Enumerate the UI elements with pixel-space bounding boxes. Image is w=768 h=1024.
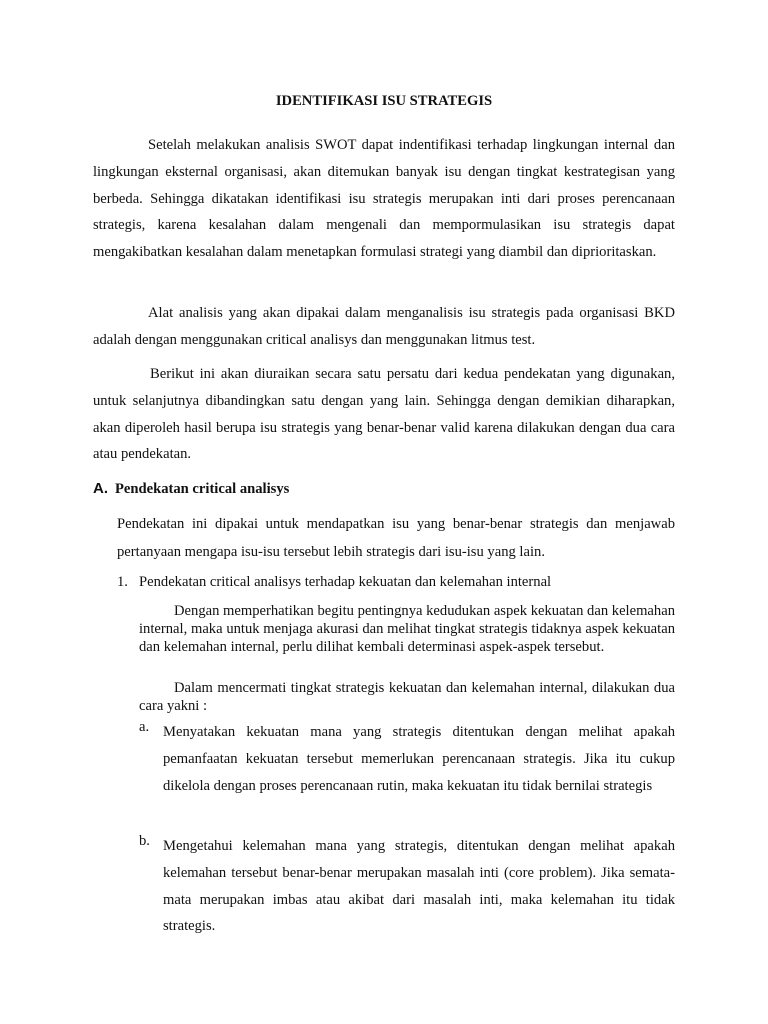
sub-item-b-letter: b.	[139, 833, 150, 849]
page-title: IDENTIFIKASI ISU STRATEGIS	[275, 93, 493, 109]
paragraph-approaches: Berikut ini akan diuraikan secara satu persatu dari kedua pendekatan yang digunakan, untuk selanjutnya dibandingkan satu dengan yang lain. Sehingga dengan demikian diharapkan, akan diperoleh hasil berupa isu strategis yang benar-benar valid karena dilakukan dengan dua cara atau pendekatan.	[93, 366, 675, 463]
list-item-1-number: 1.	[117, 574, 128, 590]
paragraph-tools: Alat analisis yang akan dipakai dalam menganalisis isu strategis pada organisasi BKD adalah dengan menggunakan critical analisys dan menggunakan litmus test.	[93, 305, 675, 348]
section-a-title: Pendekatan critical analisys	[115, 481, 290, 497]
sub-item-b-text: Mengetahui kelemahan mana yang strategis, ditentukan dengan melihat apakah kelemahan tersebut benar-benar merupakan masalah inti (core problem). Jika semata-mata merupakan imbas atau akibat dari masalah inti, maka kelemahan itu tidak strategis.	[163, 838, 675, 935]
sub-item-b	[139, 833, 675, 940]
paragraph-swot: Setelah melakukan analisis SWOT dapat indentifikasi terhadap lingkungan internal dan lingkungan eksternal organisasi, akan ditemukan banyak isu dengan tingkat kestrategisan yang berbeda. Sehingga dikatakan identifikasi isu strategis merupakan inti dari proses perencanaan strategis, karena kesalahan dalam mengenali dan mempormulasikan isu strategis dapat mengakibatkan kesalahan dalam menetapkan formulasi strategi yang diambil dan diprioritaskan.	[93, 137, 675, 261]
sub-item-a-letter: a.	[139, 719, 150, 735]
item1-paragraph-2: Dalam mencermati tingkat strategis kekuatan dan kelemahan internal, dilakukan dua cara yakni :	[139, 680, 675, 715]
list-item-1-label: Pendekatan critical analisys terhadap kekuatan dan kelemahan internal	[139, 574, 552, 590]
section-a-intro: Pendekatan ini dipakai untuk mendapatkan isu yang benar-benar strategis dan menjawab pertanyaan mengapa isu-isu tersebut lebih strategis dari isu-isu yang lain.	[117, 516, 675, 560]
sub-item-a-text: Menyatakan kekuatan mana yang strategis ditentukan dengan melihat apakah pemanfaatan kekuatan tersebut memerlukan perencanaan strategis. Jika itu cukup dikelola dengan proses perencanaan rutin, maka kekuatan itu tidak bernilai strategis	[163, 724, 675, 794]
list-item-1	[117, 574, 677, 591]
section-a-heading	[93, 480, 289, 498]
item1-paragraph-1: Dengan memperhatikan begitu pentingnya kedudukan aspek kekuatan dan kelemahan internal, maka untuk menjaga akurasi dan melihat tingkat strategis tidaknya aspek kekuatan dan kelemahan internal, perlu dilihat kembali determinasi aspek-aspek tersebut.	[139, 603, 675, 656]
sub-item-a	[139, 719, 675, 799]
section-a-marker: A.	[93, 480, 108, 497]
